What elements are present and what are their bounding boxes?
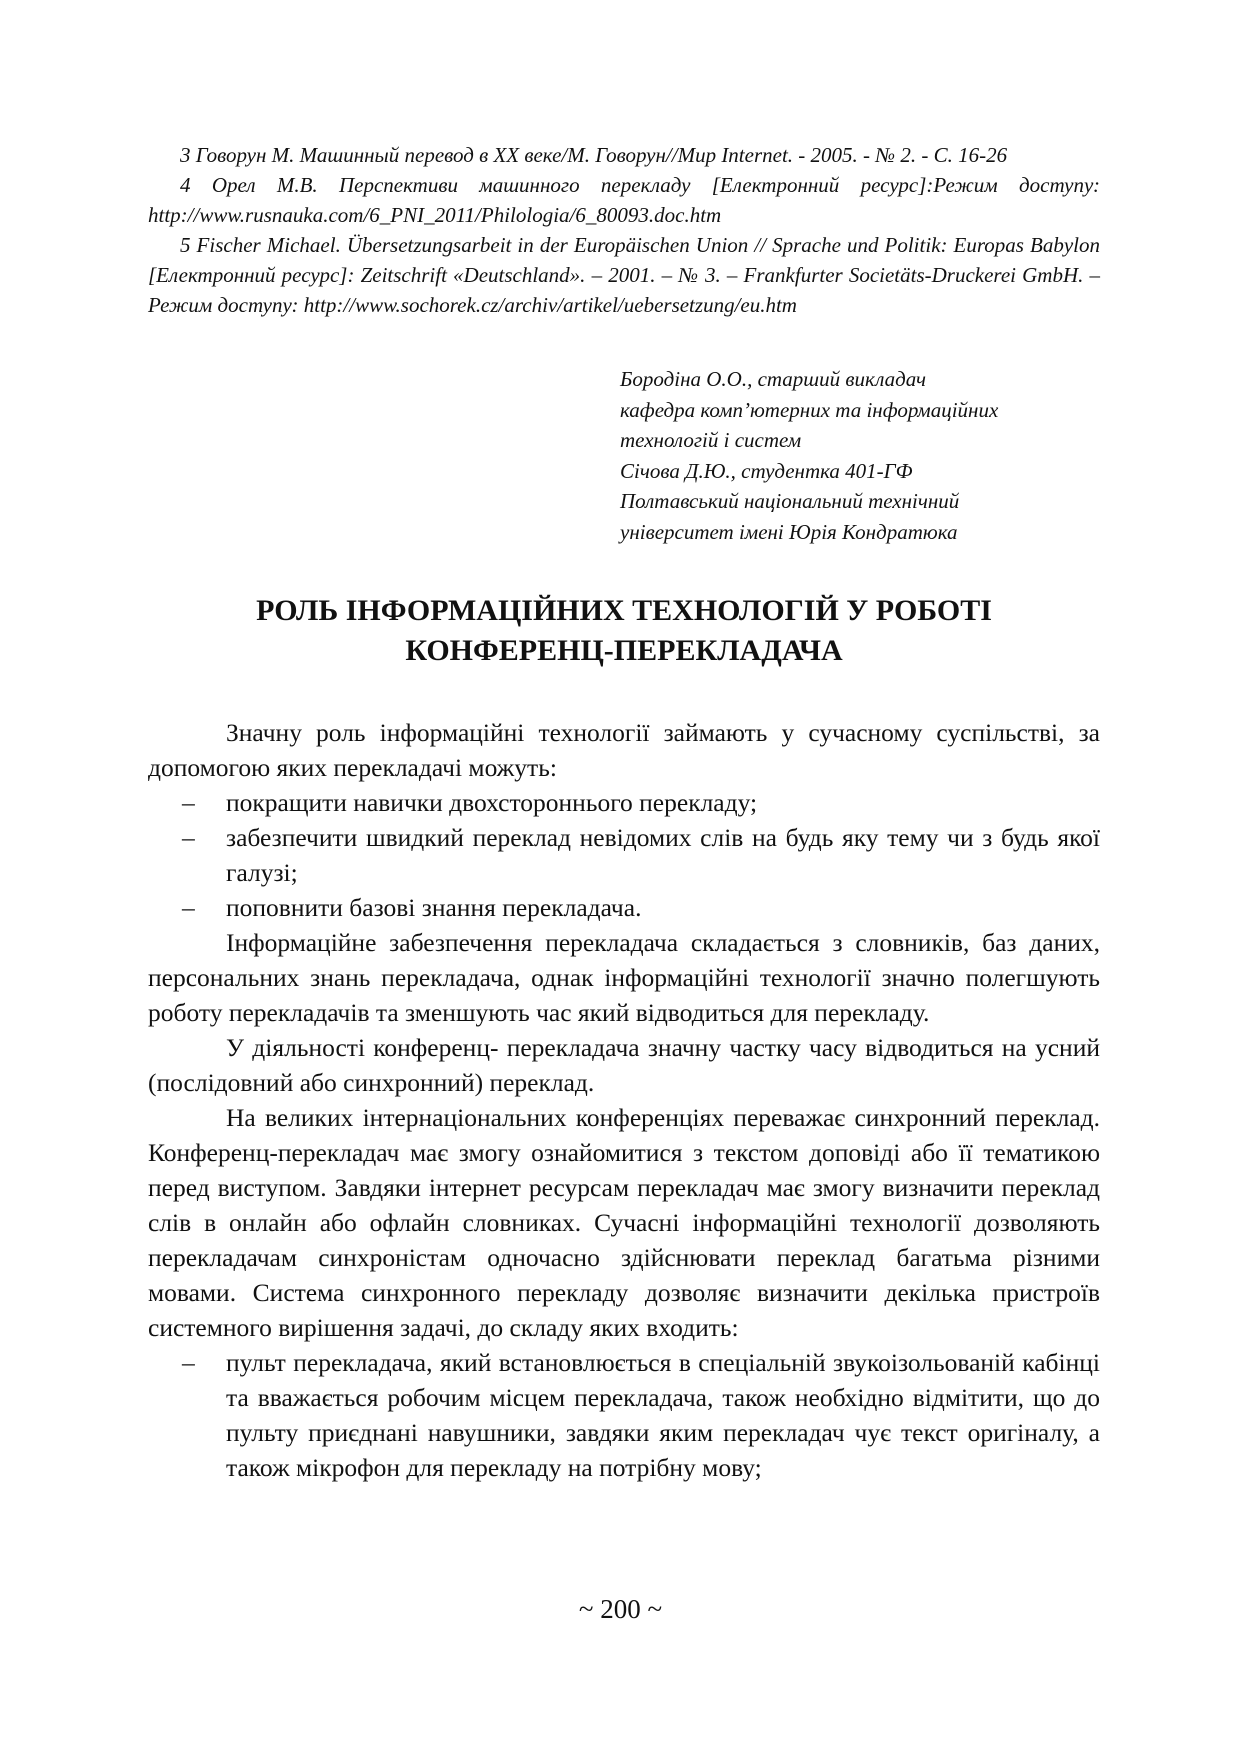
- author-line: Січова Д.Ю., студентка 401-ГФ: [620, 458, 913, 483]
- document-page: [148, 140, 1100, 1485]
- reference-item: 4 Орел М.В. Перспективи машинного перекладу [Електронний ресурс]:Режим доступу: http://www.rusnauka.com/6_PNI_2011/Philologia/6_80093.doc.htm: [148, 173, 1100, 227]
- bullet-list: [148, 785, 1100, 925]
- title-line-2: КОНФЕРЕНЦ-ПЕРЕКЛАДАЧА: [405, 634, 843, 667]
- page-number: ~ 200 ~: [578, 1594, 663, 1624]
- author-block: [620, 364, 1100, 547]
- paragraph: У діяльності конференц- перекладача значну частку часу відводиться на усний (послідовний або синхронний) переклад.: [148, 1033, 1100, 1097]
- title-line-1: РОЛЬ ІНФОРМАЦІЙНИХ ТЕХНОЛОГІЙ У РОБОТІ: [256, 594, 992, 627]
- article-body: [148, 715, 1100, 1485]
- paragraph: Значну роль інформаційні технології займають у сучасному суспільстві, за допомогою яких перекладачі можуть:: [148, 718, 1100, 782]
- reference-item: 5 Fischer Michael. Übersetzungsarbeit in der Europäischen Union // Sprache und Politik: Europas Babylon [Електронний ресурс]: Zeitschrift «Deutschland». – 2001. – № 3. – Frankfurter Societäts-Druckerei GmbH. – Режим доступу: http://www.sochorek.cz/archiv/artikel/uebersetzung/eu.htm: [148, 233, 1100, 317]
- article-title: [148, 591, 1100, 671]
- reference-item: 3 Говорун М. Машинный перевод в XX веке/М. Говорун//Мир Internet. - 2005. - № 2. - С. 16-26: [180, 143, 1008, 167]
- bullet-list: [148, 1345, 1100, 1485]
- list-item: – покращити навички двохстороннього перекладу;: [148, 785, 1100, 820]
- author-line: кафедра комп’ютерних та інформаційних: [620, 397, 999, 422]
- paragraph: Інформаційне забезпечення перекладача складається з словників, баз даних, персональних знань перекладача, однак інформаційні технології значно полегшують роботу перекладачів та зменшують час який відводиться для перекладу.: [148, 928, 1100, 1027]
- paragraph: На великих інтернаціональних конференціях переважає синхронний переклад. Конференц-перекладач має змогу ознайомитися з текстом доповіді або її тематикою перед виступом. Завдяки інтернет ресурсам перекладач має змогу визначити переклад слів в онлайн або офлайн словниках. Сучасні інформаційні технології дозволяють перекладачам синхроністам одночасно здійснювати переклад багатьма різними мовами. Система синхронного перекладу дозволяє визначити декілька пристроїв системного вирішення задачі, до складу яких входить:: [148, 1103, 1100, 1342]
- author-line: технологій і систем: [620, 428, 802, 452]
- references-list: [148, 140, 1100, 320]
- list-item: – поповнити базові знання перекладача.: [148, 890, 1100, 925]
- author-line: університет імені Юрія Кондратюка: [620, 519, 958, 544]
- author-line: Бородіна О.О., старший викладач: [620, 367, 927, 391]
- author-line: Полтавський національний технічний: [620, 489, 960, 513]
- list-item: – пульт перекладача, який встановлюється в спеціальній звукоізольованій кабінці та вважається робочим місцем перекладача, також необхідно відмітити, що до пульту приєднані навушники, завдяки яким перекладач чує текст оригіналу, а також мікрофон для перекладу на потрібну мову;: [148, 1345, 1100, 1485]
- list-item: – забезпечити швидкий переклад невідомих слів на будь яку тему чи з будь якої галузі;: [148, 820, 1100, 890]
